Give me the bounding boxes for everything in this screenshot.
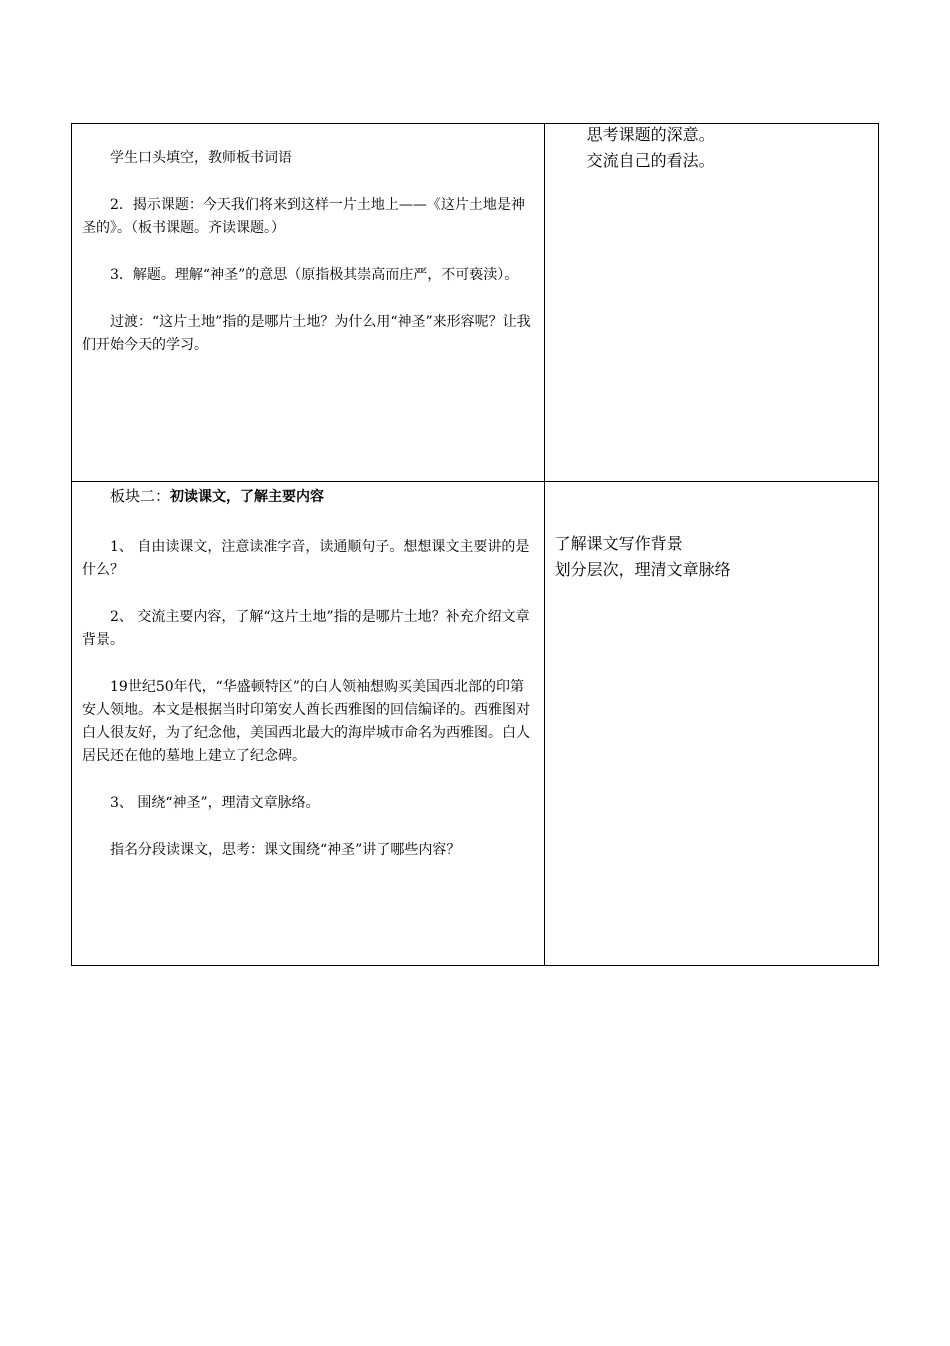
section-label: 板块二： <box>110 487 171 505</box>
student-activity-cell-2 <box>544 482 878 966</box>
paragraph-background: 19世纪50年代，“华盛顿特区”的白人领袖想购买美国西北部的印第安人领地。本文是根据当时印第安人酋长西雅图的回信编译的。西雅图对白人很友好，为了纪念他，美国西北最大的海岸城市命名为西雅图。白人居民还在他的墓地上建立了纪念碑。 <box>82 679 530 764</box>
lesson-plan-table <box>71 123 879 966</box>
table-row-block-2 <box>72 482 879 966</box>
teacher-activity-cell-2 <box>72 482 545 966</box>
paragraph-explain-title: 3．解题。理解“神圣”的意思（原指极其崇高而庄严，不可亵渎）。 <box>110 267 519 283</box>
paragraph-main-content: 2、 交流主要内容，了解“这片土地”指的是哪片土地？补充介绍文章背景。 <box>82 609 530 648</box>
paragraph-structure: 3、 围绕“神圣”，理清文章脉络。 <box>110 795 320 811</box>
paragraph-transition: 过渡：“这片土地”指的是哪片土地？为什么用“神圣”来形容呢？让我们开始今天的学习。 <box>82 314 531 353</box>
table-row-block-1 <box>72 124 879 482</box>
note-background: 了解课文写作背景 <box>554 534 683 553</box>
paragraph-reveal-title: 2．揭示课题：今天我们将来到这样一片土地上——《这片土地是神圣的》。（板书课题。齐读课题。） <box>82 197 525 236</box>
note-share-views: 交流自己的看法。 <box>586 151 715 170</box>
note-think-title: 思考课题的深意。 <box>586 125 715 144</box>
note-structure: 划分层次，理清文章脉络 <box>554 560 731 579</box>
section-title: 初读课文，了解主要内容 <box>170 489 325 505</box>
teacher-activity-cell-1 <box>72 124 545 482</box>
student-activity-cell-1 <box>544 124 878 482</box>
section-heading <box>82 482 535 509</box>
paragraph-segment-reading: 指名分段读课文，思考：课文围绕“神圣”讲了哪些内容？ <box>110 842 461 858</box>
paragraph-fill-blank: 学生口头填空，教师板书词语 <box>110 150 292 166</box>
paragraph-free-reading: 1、 自由读课文，注意读准字音，读通顺句子。想想课文主要讲的是什么？ <box>82 539 530 578</box>
